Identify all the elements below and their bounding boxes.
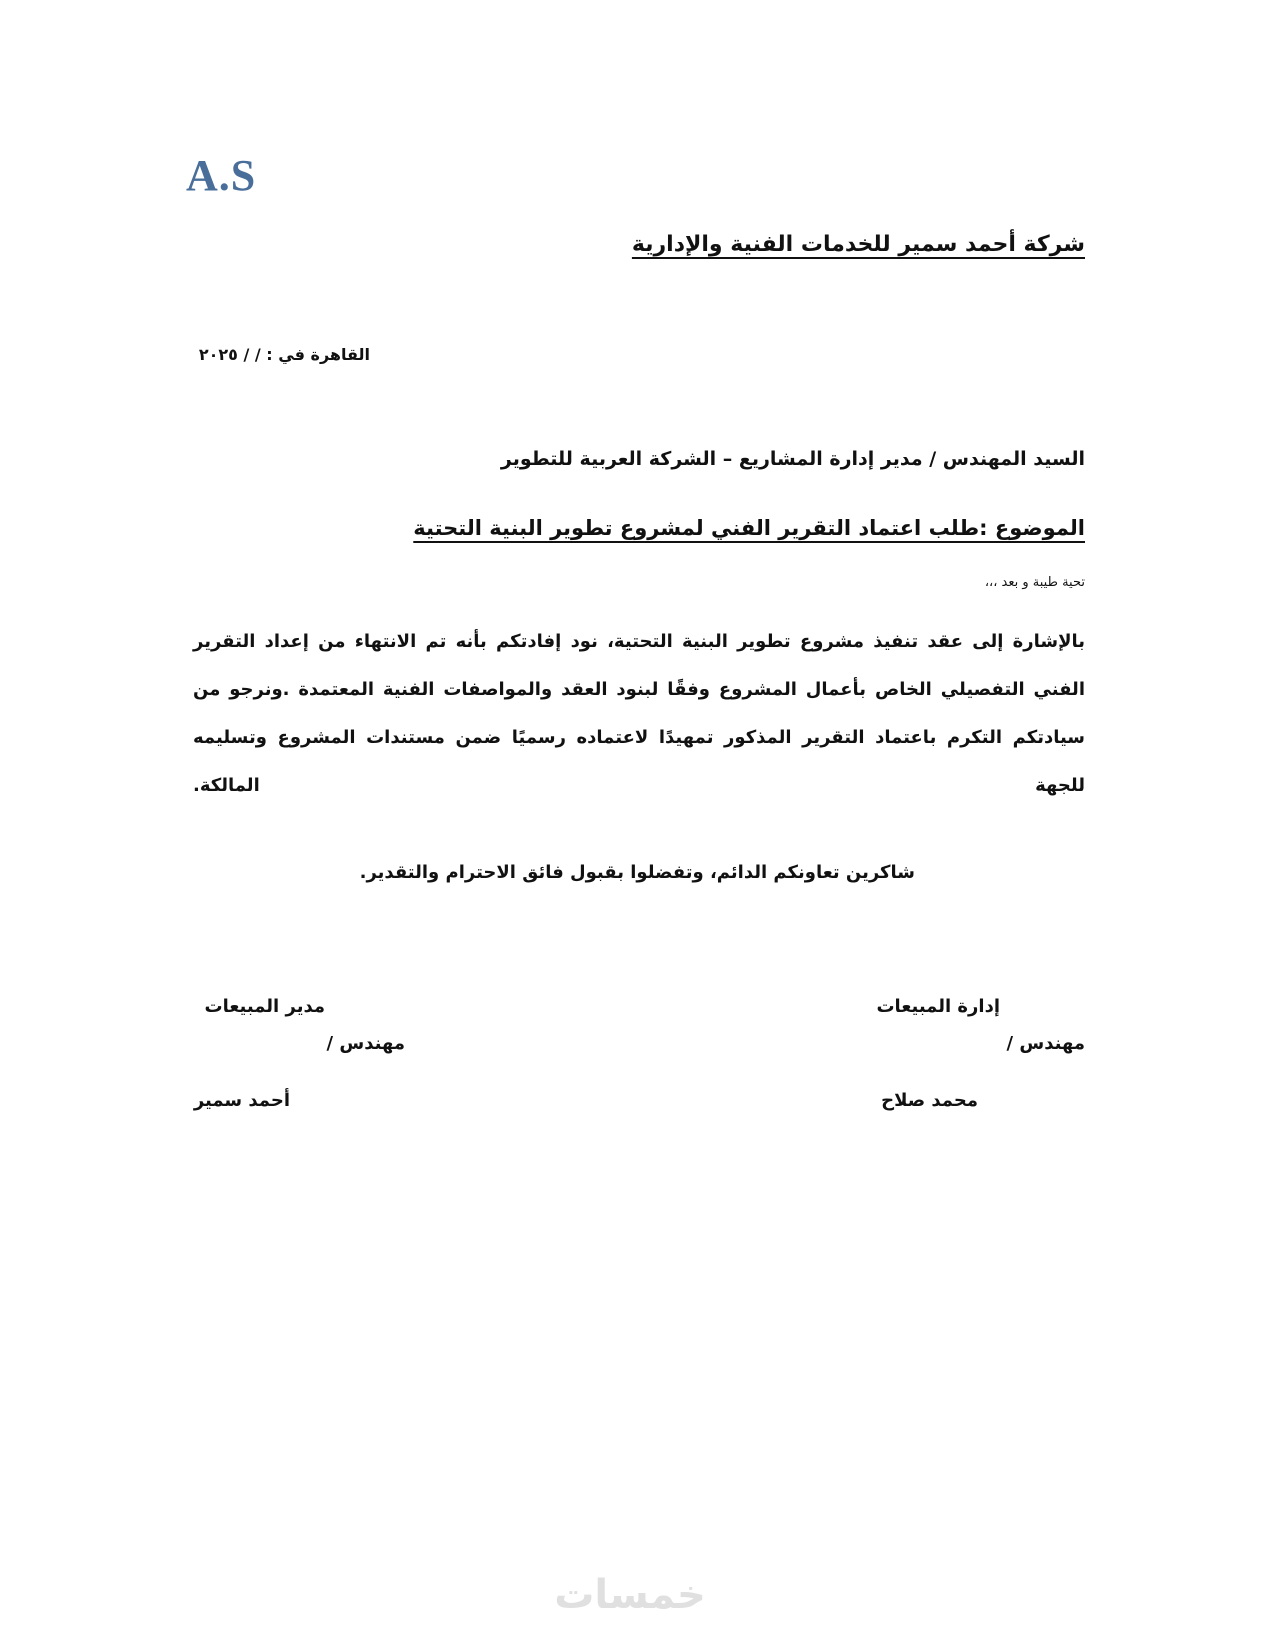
signature-right-name: محمد صلاح: [881, 1090, 978, 1111]
date-line: القاهرة في : / / ٢٠٢٥: [198, 345, 370, 364]
letter-body-paragraph: بالإشارة إلى عقد تنفيذ مشروع تطوير البنية التحتية، نود إفادتكم بأنه تم الانتهاء من إعداد التقرير الفني التفصيلي الخاص بأعمال المشروع وفقًا لبنود العقد والمواصفات الفنية المعتمدة .ونرجو من سيادتكم التكرم باعتماد التقرير المذكور تمهيدًا لاعتماده رسميًا ضمن مستندات المشروع وتسليمه للجهة المالكة.: [193, 631, 1085, 796]
subject-line: الموضوع :طلب اعتماد التقرير الفني لمشروع تطوير البنية التحتية: [413, 516, 1085, 540]
signature-right-title: إدارة المبيعات: [876, 996, 1000, 1017]
signature-left-engineer-label: مهندس /: [326, 1033, 405, 1054]
watermark-logo: خمسات: [554, 1572, 706, 1618]
signature-right-engineer-label: مهندس /: [1006, 1033, 1085, 1054]
company-name-heading: شركة أحمد سمير للخدمات الفنية والإدارية: [631, 232, 1085, 257]
recipient-line: السيد المهندس / مدير إدارة المشاريع – الشركة العربية للتطوير: [500, 448, 1085, 470]
company-logo: A.S: [186, 151, 257, 200]
greeting-line: تحية طيبة و بعد ،،،: [984, 575, 1085, 590]
closing-line: شاكرين تعاونكم الدائم، وتفضلوا بقبول فائق الاحترام والتقدير.: [359, 862, 915, 883]
signature-left-name: أحمد سمير: [193, 1090, 290, 1111]
signature-left-title: مدير المبيعات: [204, 996, 325, 1017]
